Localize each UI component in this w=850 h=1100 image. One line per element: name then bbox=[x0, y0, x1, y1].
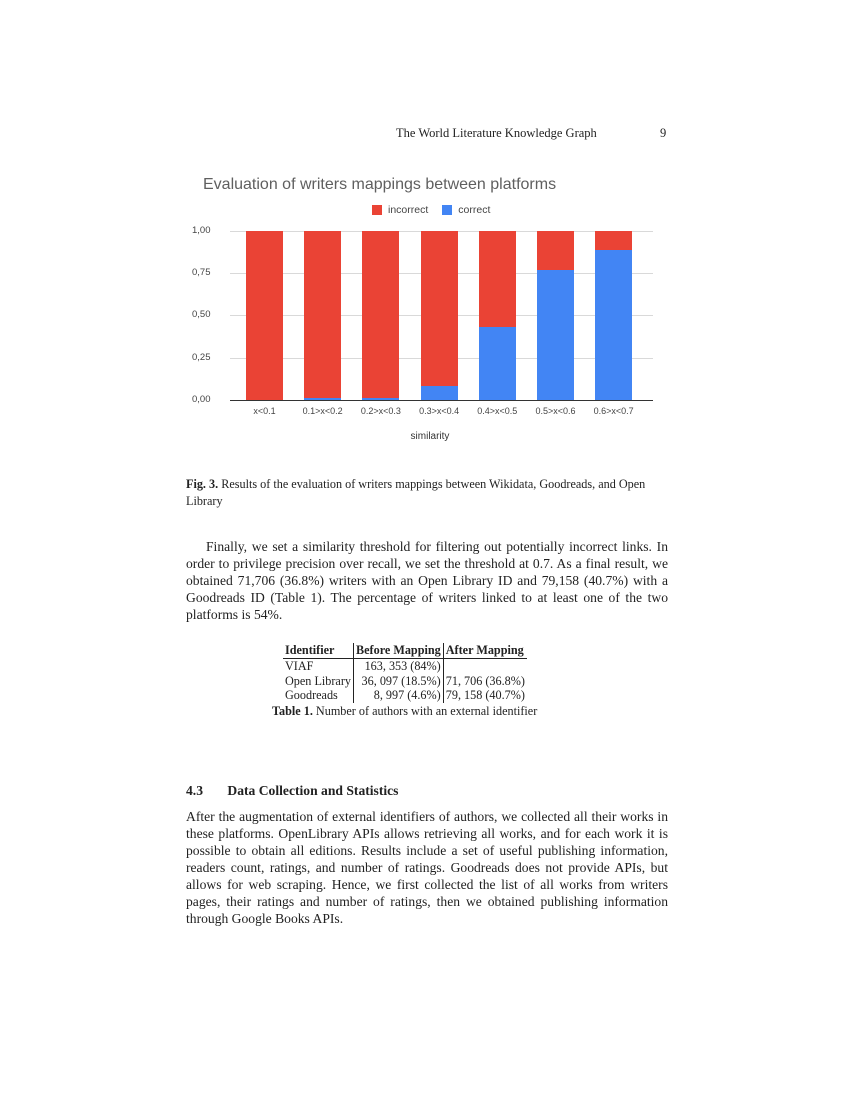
table-row bbox=[283, 674, 527, 689]
table-cell: 8, 997 (4.6%) bbox=[354, 688, 444, 703]
table-cell: Open Library bbox=[283, 674, 354, 689]
y-tick: 1,00 bbox=[192, 225, 211, 236]
table-caption-text: Number of authors with an external identifier bbox=[315, 704, 538, 718]
bar bbox=[421, 231, 458, 400]
bar bbox=[479, 231, 516, 400]
bar-segment-incorrect bbox=[595, 231, 632, 250]
bar-segment-incorrect bbox=[421, 231, 458, 386]
bar bbox=[595, 231, 632, 400]
x-tick: 0.3>x<0.4 bbox=[419, 406, 460, 416]
x-tick: 0.6>x<0.7 bbox=[593, 406, 634, 416]
section-heading bbox=[186, 783, 398, 799]
table-header: Identifier bbox=[283, 643, 354, 659]
bar-segment-correct bbox=[479, 327, 516, 400]
x-tick: 0.5>x<0.6 bbox=[535, 406, 576, 416]
plot-area bbox=[192, 225, 653, 416]
table-cell: VIAF bbox=[283, 659, 354, 674]
y-tick: 0,50 bbox=[192, 309, 211, 320]
legend-swatch-correct bbox=[442, 205, 452, 215]
bar-segment-incorrect bbox=[246, 231, 283, 400]
bar-segment-correct bbox=[304, 398, 341, 400]
x-axis-label: similarity bbox=[410, 431, 450, 442]
table-1 bbox=[283, 643, 527, 703]
bar-segment-incorrect bbox=[304, 231, 341, 398]
section-title: Data Collection and Statistics bbox=[227, 783, 399, 798]
table-row bbox=[283, 659, 527, 674]
table-header: Before Mapping bbox=[354, 643, 444, 659]
page-number: 9 bbox=[660, 126, 667, 140]
x-axis-line bbox=[230, 400, 653, 401]
y-tick: 0,75 bbox=[192, 267, 211, 278]
bar-segment-incorrect bbox=[479, 231, 516, 327]
x-tick: 0.1>x<0.2 bbox=[302, 406, 343, 416]
legend-item-correct bbox=[442, 204, 490, 216]
table-cell: Goodreads bbox=[283, 688, 354, 703]
table-row bbox=[283, 688, 527, 703]
stacked-bar-chart bbox=[190, 170, 670, 450]
table-header: After Mapping bbox=[443, 643, 527, 659]
chart-title: Evaluation of writers mappings between platforms bbox=[203, 176, 557, 193]
legend-label-incorrect: incorrect bbox=[388, 204, 429, 216]
x-tick: 0.4>x<0.5 bbox=[477, 406, 518, 416]
table-cell: 163, 353 (84%) bbox=[354, 659, 444, 674]
bar-segment-correct bbox=[537, 270, 574, 400]
table-cell bbox=[443, 659, 527, 674]
legend-swatch-incorrect bbox=[372, 205, 382, 215]
body-paragraph: Finally, we set a similarity threshold for filtering out potentially incorrect links. In order to privilege precision over recall, we set the threshold at 0.7. As a final result, we obtained 71,706 (36.8%) writers with an Open Library ID and 79,158 (40.7%) with a Goodreads ID (Table 1). The percentage of writers linked to at least one of the two platforms is 54%. bbox=[186, 539, 668, 622]
running-title: The World Literature Knowledge Graph bbox=[396, 126, 597, 140]
legend-item-incorrect bbox=[372, 204, 428, 216]
x-tick: 0.2>x<0.3 bbox=[360, 406, 401, 416]
table-cell: 79, 158 (40.7%) bbox=[445, 688, 525, 702]
table-caption bbox=[272, 704, 537, 719]
chart-legend bbox=[372, 204, 504, 216]
figure-caption bbox=[186, 476, 668, 510]
figure-label: Fig. 3. bbox=[186, 477, 219, 491]
body-paragraph: After the augmentation of external identifiers of authors, we collected all their works in these platforms. OpenLibrary APIs allows retrieving all works, and for each work it is possible to obtain all editions. Results include a set of useful publishing information, readers count, ratings, and number of ratings. Goodreads does not provide APIs, but allows for web scraping. Hence, we first collected the list of all works from writers pages, their ratings and number of ratings, then we obtained publishing information through Google Books APIs. bbox=[186, 809, 668, 926]
bar-segment-incorrect bbox=[537, 231, 574, 270]
bar-segment-incorrect bbox=[362, 231, 399, 398]
bar bbox=[362, 231, 399, 400]
table-cell: 71, 706 (36.8%) bbox=[445, 673, 525, 688]
bar-segment-correct bbox=[362, 398, 399, 400]
y-tick: 0,00 bbox=[192, 394, 211, 405]
bar bbox=[537, 231, 574, 400]
y-tick: 0,25 bbox=[192, 352, 211, 363]
x-tick: x<0.1 bbox=[253, 406, 276, 416]
table-cell: 36, 097 (18.5%) bbox=[354, 674, 444, 689]
table-label: Table 1. bbox=[272, 704, 313, 718]
bar-segment-correct bbox=[595, 250, 632, 400]
figure-caption-text: Results of the evaluation of writers mappings between Wikidata, Goodreads, and Open Library bbox=[186, 477, 646, 508]
table-header-row bbox=[283, 643, 527, 659]
section-number: 4.3 bbox=[186, 783, 203, 798]
bar bbox=[304, 231, 341, 400]
bar bbox=[246, 231, 283, 400]
bar-segment-correct bbox=[421, 386, 458, 400]
legend-label-correct: correct bbox=[458, 204, 491, 216]
